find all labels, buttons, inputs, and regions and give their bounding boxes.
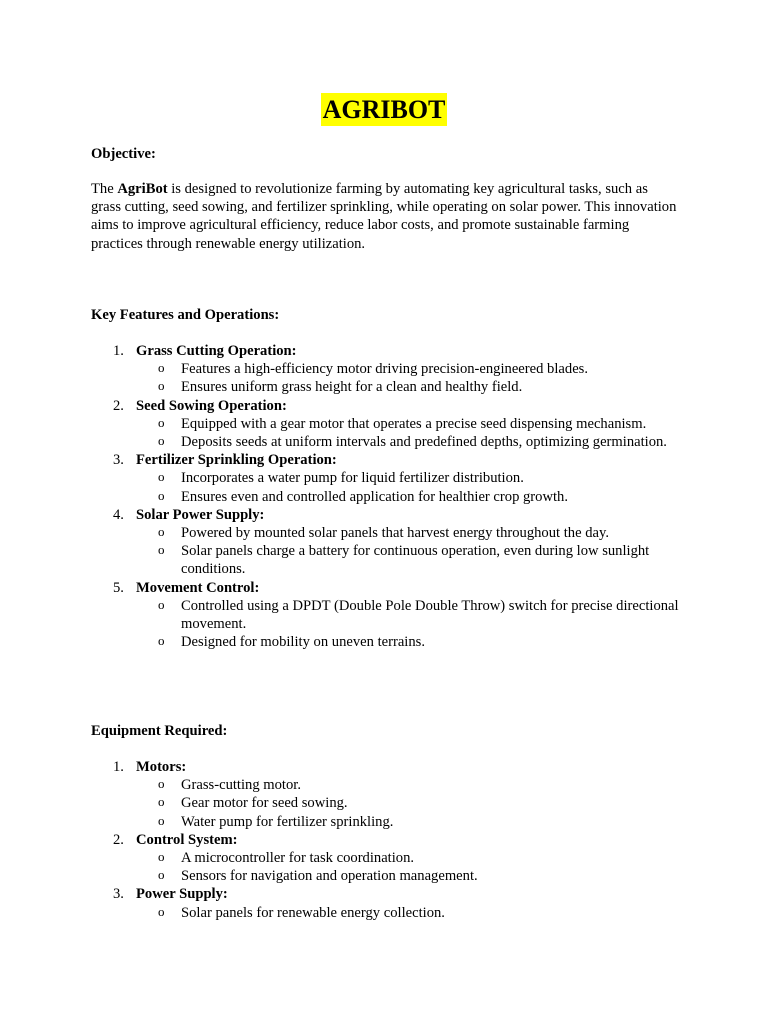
feature-item [91, 397, 681, 452]
bullet-marker: o [158, 414, 165, 430]
features-list [91, 342, 681, 651]
feature-bullet [91, 360, 681, 378]
document-title: AGRIBOT [322, 95, 446, 124]
feature-title: Fertilizer Sprinkling Operation: [136, 452, 337, 469]
bullet-marker: o [158, 360, 165, 376]
feature-title: Seed Sowing Operation: [136, 397, 287, 414]
feature-bullet [91, 542, 681, 578]
feature-bullets [136, 415, 681, 451]
equipment-bullet [91, 794, 681, 812]
bullet-text: A microcontroller for task coordination. [181, 850, 415, 867]
feature-bullet [91, 469, 681, 487]
bullet-text: Ensures even and controlled application for healthier crop growth. [181, 488, 569, 505]
feature-title: Solar Power Supply: [136, 506, 265, 523]
equipment-bullet [91, 867, 681, 885]
feature-number: 5. [113, 579, 124, 596]
equipment-heading: Equipment Required: [91, 723, 228, 739]
equipment-item [91, 758, 681, 831]
equipment-bullet [91, 904, 681, 922]
equipment-number: 3. [113, 886, 124, 903]
bullet-text: Incorporates a water pump for liquid fertilizer distribution. [181, 470, 524, 487]
equipment-title: Motors: [136, 759, 187, 775]
bullet-text: Controlled using a DPDT (Double Pole Double Throw) switch for precise directional movement. [181, 597, 679, 633]
feature-number: 1. [113, 343, 124, 359]
equipment-item [91, 885, 681, 921]
equipment-bullet [91, 813, 681, 831]
bullet-text: Water pump for fertilizer sprinkling. [181, 813, 394, 830]
equipment-number: 1. [113, 759, 124, 775]
bullet-marker: o [158, 812, 165, 828]
feature-bullets [136, 360, 681, 396]
bullet-text: Deposits seeds at uniform intervals and predefined depths, optimizing germination. [181, 434, 667, 451]
feature-bullet [91, 597, 681, 633]
feature-bullet [91, 633, 681, 651]
bullet-text: Powered by mounted solar panels that harvest energy throughout the day. [181, 525, 609, 542]
equipment-bullets [136, 776, 681, 831]
bullet-text: Features a high-efficiency motor driving precision-engineered blades. [181, 361, 588, 378]
features-heading: Key Features and Operations: [91, 307, 280, 323]
bullet-marker: o [158, 487, 165, 503]
feature-item [91, 342, 681, 397]
feature-item [91, 579, 681, 652]
bullet-marker: o [158, 794, 165, 810]
bullet-text: Sensors for navigation and operation management. [181, 868, 478, 885]
feature-bullet [91, 488, 681, 506]
feature-bullets [136, 597, 681, 652]
equipment-list [91, 758, 681, 922]
bullet-marker: o [158, 378, 165, 394]
bullet-marker: o [158, 433, 165, 449]
bullet-marker: o [158, 469, 165, 485]
equipment-bullet [91, 849, 681, 867]
feature-number: 4. [113, 506, 124, 523]
feature-bullet [91, 415, 681, 433]
bullet-text: Gear motor for seed sowing. [181, 795, 348, 812]
feature-number: 2. [113, 397, 124, 414]
bullet-marker: o [158, 776, 165, 792]
bullet-marker: o [158, 633, 165, 649]
equipment-bullet [91, 776, 681, 794]
equipment-number: 2. [113, 831, 124, 848]
equipment-item [91, 831, 681, 886]
feature-bullets [136, 469, 681, 505]
feature-bullets [136, 524, 681, 579]
bullet-text: Designed for mobility on uneven terrains. [181, 634, 425, 651]
bullet-marker: o [158, 524, 165, 540]
bullet-text: Equipped with a gear motor that operates a precise seed dispensing mechanism. [181, 415, 647, 432]
bullet-marker: o [158, 867, 165, 883]
bullet-marker: o [158, 849, 165, 865]
bullet-text: Grass-cutting motor. [181, 777, 301, 794]
bullet-text: Solar panels for renewable energy collection. [181, 904, 445, 921]
feature-title: Movement Control: [136, 579, 260, 596]
bullet-marker: o [158, 542, 165, 558]
feature-bullet [91, 524, 681, 542]
equipment-bullets [136, 849, 681, 885]
objective-text-bold: AgriBot [117, 181, 168, 197]
feature-item [91, 506, 681, 579]
objective-text-pre: The [91, 181, 118, 197]
equipment-title: Power Supply: [136, 886, 228, 903]
feature-bullet [91, 433, 681, 451]
feature-bullet [91, 378, 681, 396]
title-container [0, 93, 768, 126]
feature-item [91, 451, 681, 506]
feature-title: Grass Cutting Operation: [136, 343, 297, 359]
objective-heading: Objective: [91, 146, 156, 162]
bullet-text: Ensures uniform grass height for a clean and healthy field. [181, 379, 523, 396]
equipment-title: Control System: [136, 831, 238, 848]
bullet-text: Solar panels charge a battery for continuous operation, even during low sunlight conditions. [181, 543, 650, 578]
bullet-marker: o [158, 596, 165, 612]
feature-number: 3. [113, 452, 124, 469]
objective-paragraph [91, 180, 681, 253]
equipment-bullets [136, 904, 681, 922]
bullet-marker: o [158, 903, 165, 919]
objective-text-post: is designed to revolutionize farming by automating key agricultural tasks, such as grass cutting, seed sowing, and fertilizer sprinkling, while operating on solar power. This innovation aims to improve agricultural efficiency, reduce labor costs, and promote sustainable farming practices through renewable energy utilization. [91, 181, 677, 252]
